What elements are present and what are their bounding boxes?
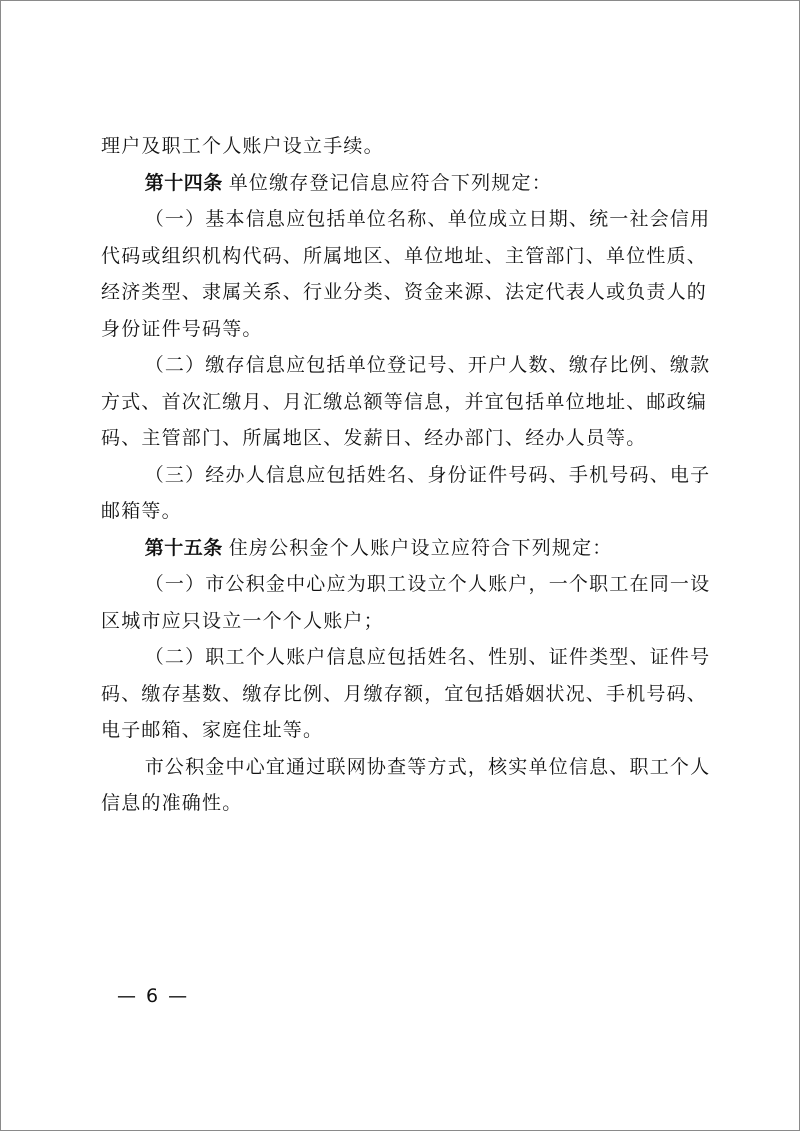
paragraph-text: 理户及职工个人账户设立手续。 (101, 135, 384, 157)
article-heading: 第十五条 (144, 536, 223, 559)
page-number: — 6 — (117, 985, 190, 1007)
article-14-item-1 (101, 201, 721, 347)
article-15-note (101, 749, 721, 822)
paragraph-text: （二）缴存信息应包括单位登记号、开户人数、缴存比例、缴款方式、首次汇缴月、月汇缴总额等信息，并宜包括单位地址、邮政编码、主管部门、所属地区、发薪日、经办部门、经办人员等。 (101, 354, 711, 449)
document-body (101, 128, 721, 822)
article-14-item-3 (101, 457, 721, 530)
paragraph-text: （三）经办人信息应包括姓名、身份证件号码、手机号码、电子邮箱等。 (101, 463, 711, 522)
article-15-item-2 (101, 639, 721, 749)
paragraph-text: （一）市公积金中心应为职工设立个人账户，一个职工在同一设区城市应只设立一个个人账户； (101, 573, 711, 632)
article-15 (101, 530, 721, 567)
paragraph-text: 住房公积金个人账户设立应符合下列规定： (228, 536, 613, 559)
paragraph-text: （二）职工个人账户信息应包括姓名、性别、证件类型、证件号码、缴存基数、缴存比例、月缴存额，宜包括婚姻状况、手机号码、电子邮箱、家庭住址等。 (101, 646, 711, 741)
paragraph-text: （一）基本信息应包括单位名称、单位成立日期、统一社会信用代码或组织机构代码、所属地区、单位地址、主管部门、单位性质、经济类型、隶属关系、行业分类、资金来源、法定代表人或负责人的身份证件号码等。 (101, 208, 711, 340)
paragraph-continuation (101, 128, 721, 165)
article-15-item-1 (101, 566, 721, 639)
paragraph-text: 市公积金中心宜通过联网协查等方式，核实单位信息、职工个人信息的准确性。 (101, 755, 711, 814)
article-14-item-2 (101, 347, 721, 457)
paragraph-text: 单位缴存登记信息应符合下列规定： (228, 171, 552, 194)
article-heading: 第十四条 (144, 171, 223, 194)
article-14 (101, 165, 721, 202)
